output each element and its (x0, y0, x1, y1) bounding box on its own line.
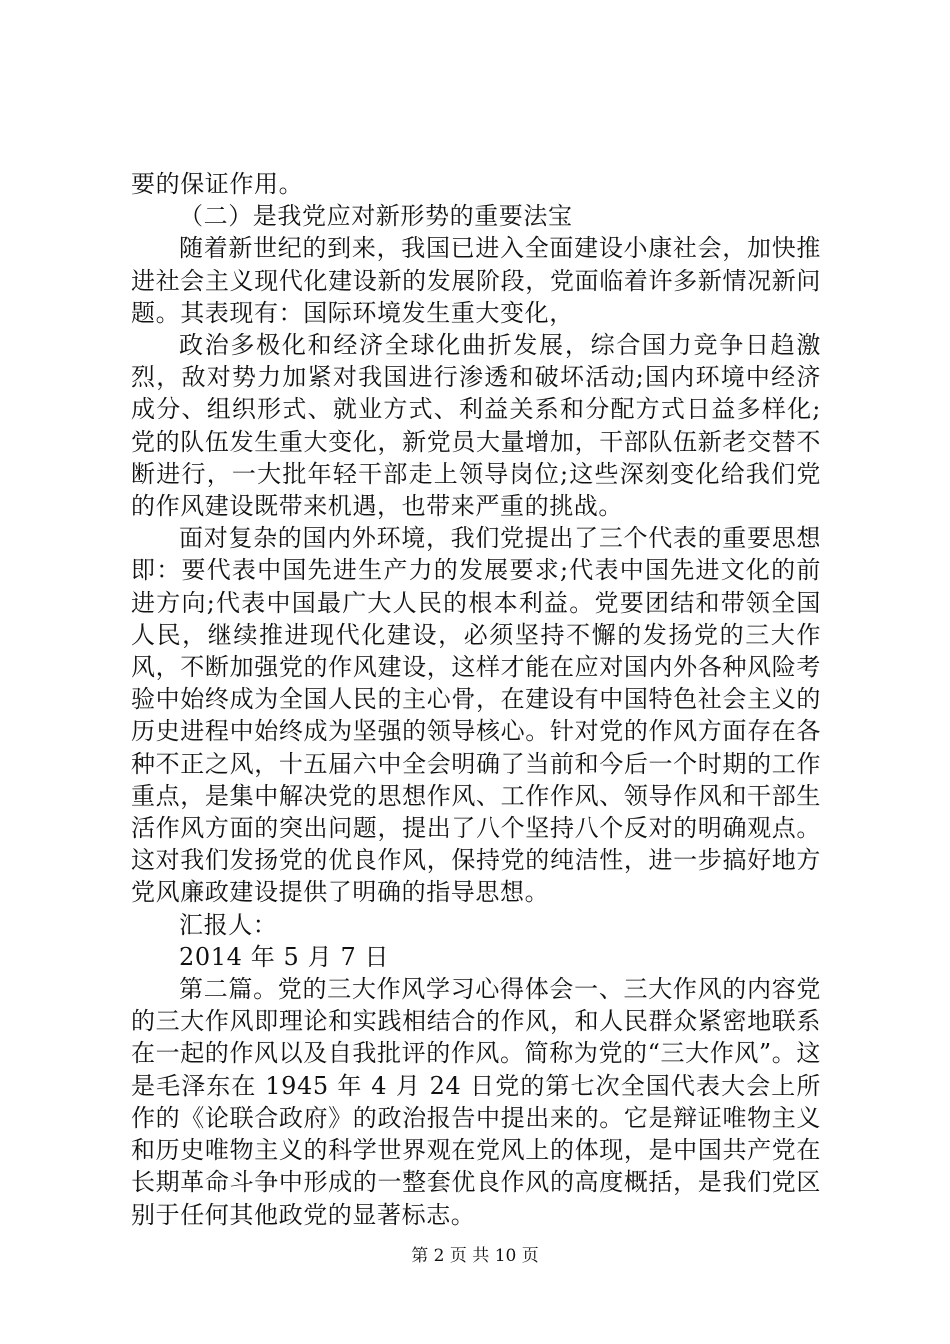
paragraph: 随着新世纪的到来，我国已进入全面建设小康社会，加快推进社会主义现代化建设新的发展阶段，党面临着许多新情况新问题。其表现有：国际环境发生重大变化， (131, 234, 821, 327)
section-heading: （二）是我党应对新形势的重要法宝 (179, 202, 573, 231)
report-date: 2014 年 5 月 7 日 (179, 942, 390, 971)
page-footer (0, 1241, 950, 1266)
paragraph: 政治多极化和经济全球化曲折发展，综合国力竞争日趋激烈，敌对势力加紧对我国进行渗透和破坏活动;国内环境中经济成分、组织形式、就业方式、利益关系和分配方式日益多样化;党的队伍发生重大变化，新党员大量增加，干部队伍新老交替不断进行，一大批年轻干部走上领导岗位;这些深刻变化给我们党的作风建设既带来机遇，也带来严重的挑战。 (131, 331, 821, 521)
paragraph: 面对复杂的国内外环境，我们党提出了三个代表的重要思想即：要代表中国先进生产力的发展要求;代表中国先进文化的前进方向;代表中国最广大人民的根本利益。党要团结和带领全国人民，继续推进现代化建设，必须坚持不懈的发扬党的三大作风，不断加强党的作风建设，这样才能在应对国内外各种风险考验中始终成为全国人民的主心骨，在建设有中国特色社会主义的历史进程中始终成为坚强的领导核心。针对党的作风方面存在各种不正之风，十五届六中全会明确了当前和今后一个时期的工作重点，是集中解决党的思想作风、工作作风、领导作风和干部生活作风方面的突出问题，提出了八个坚持八个反对的明确观点。这对我们发扬党的优良作风，保持党的纯洁性，进一步搞好地方党风廉政建设提供了明确的指导思想。 (131, 524, 821, 907)
paragraph-continuation: 要的保证作用。 (131, 170, 304, 198)
reporter-label: 汇报人： (179, 910, 278, 939)
document-body (131, 168, 821, 1231)
paragraph: 第二篇。党的三大作风学习心得体会一、三大作风的内容党的三大作风即理论和实践相结合的作风，和人民群众紧密地联系在一起的作风以及自我批评的作风。简称为党的“三大作风”。这是毛泽东在 1945 年 4 月 24 日党的第七次全国代表大会上所作的《论联合政府》的政治报告中提出来的。它是辩证唯物主义和历史唯物主义的科学世界观在党风上的体现，是中国共产党在长期革命斗争中形成的一整套优良作风的高度概括，是我们党区别于任何其他政党的显著标志。 (131, 975, 821, 1229)
page-number: 第 2 页 共 10 页 (411, 1246, 539, 1266)
